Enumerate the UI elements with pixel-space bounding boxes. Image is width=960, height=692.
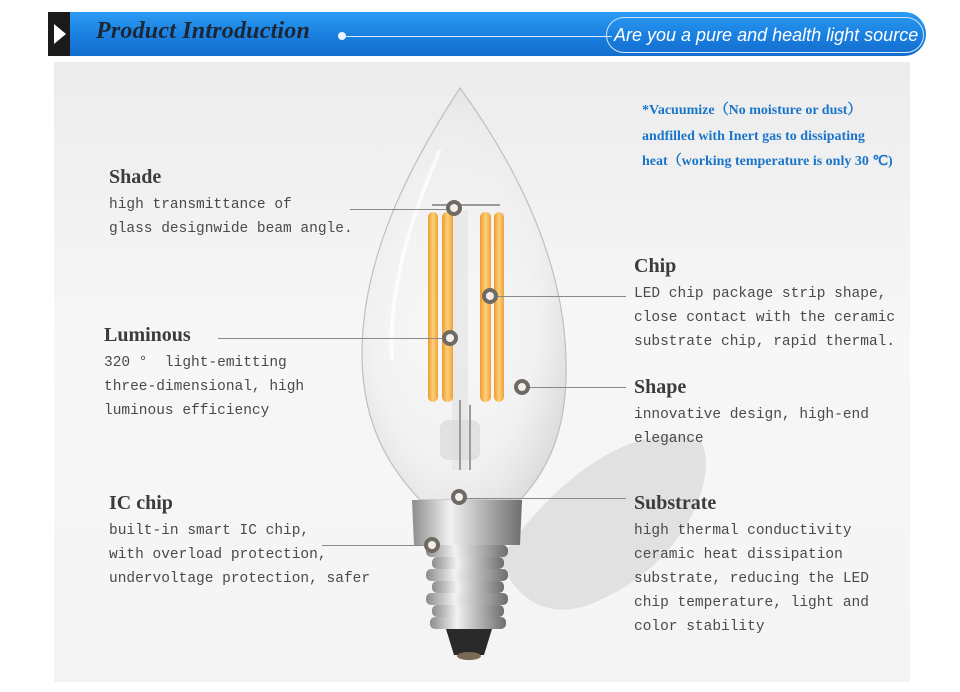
filament-4 bbox=[494, 212, 504, 402]
note-line: andfilled with Inert gas to dissipating bbox=[642, 128, 865, 144]
shape-connector bbox=[522, 387, 626, 388]
note-line: heat（working temperature is only 30 ℃) bbox=[642, 154, 893, 169]
screw-base bbox=[426, 545, 508, 660]
filament-3 bbox=[480, 212, 491, 402]
substrate-label: Substrate bbox=[634, 492, 717, 514]
substrate-connector bbox=[460, 498, 626, 499]
section-subtitle: Are you a pure and health light source bbox=[614, 25, 919, 45]
shade-description: high transmittance of glass designwide beam angle. bbox=[109, 197, 353, 237]
ic-chip-description: built-in smart IC chip, with overload protection, undervoltage protection, safer bbox=[109, 523, 371, 587]
shade-label: Shade bbox=[109, 166, 162, 188]
filament-2 bbox=[442, 212, 453, 402]
ic-chip-label: IC chip bbox=[109, 492, 173, 514]
shape-marker bbox=[514, 379, 530, 395]
luminous-description: 320 ° light-emitting three-dimensional, high luminous efficiency bbox=[104, 355, 305, 419]
luminous-connector bbox=[218, 338, 450, 339]
chip-connector bbox=[490, 296, 626, 297]
substrate-description: high thermal conductivity ceramic heat dissipation substrate, reducing the LED chip temperature, light and color stability bbox=[634, 523, 869, 635]
chip-label: Chip bbox=[634, 255, 677, 277]
chip-description: LED chip package strip shape, close contact with the ceramic substrate chip, rapid thermal. bbox=[634, 286, 896, 350]
section-title: Product Introduction bbox=[96, 18, 311, 44]
vacuum-note bbox=[642, 98, 932, 175]
ic-chip-marker bbox=[424, 537, 440, 553]
shape-label: Shape bbox=[634, 376, 687, 398]
shade-marker bbox=[446, 200, 462, 216]
filament-1 bbox=[428, 212, 438, 402]
luminous-marker bbox=[442, 330, 458, 346]
substrate-marker bbox=[451, 489, 467, 505]
note-line: *Vacuumize（No moisture or dust） bbox=[642, 103, 862, 118]
shade-connector bbox=[350, 209, 454, 210]
luminous-label: Luminous bbox=[104, 324, 191, 346]
chip-marker bbox=[482, 288, 498, 304]
shape-description: innovative design, high-end elegance bbox=[634, 407, 869, 447]
